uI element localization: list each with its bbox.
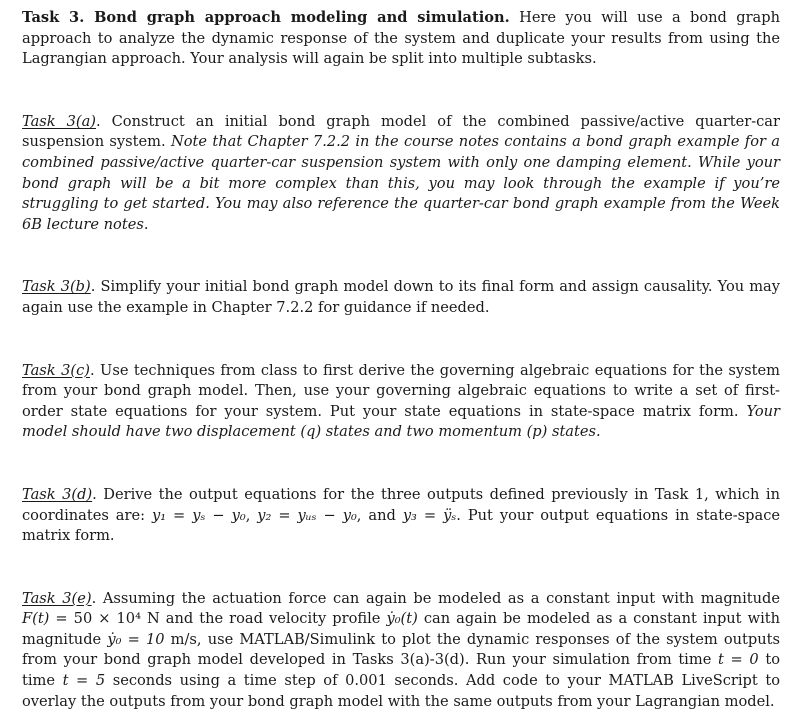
task-3e-label: Task 3(e)	[22, 589, 92, 607]
force-equation: F(t) =	[22, 610, 68, 628]
task-3a-text: . Construct an initial bond graph model of the combined passive/active quarter-car suspension system.	[22, 112, 780, 151]
task-3-intro	[22, 8, 780, 70]
task-3e-text-5: to time	[22, 651, 780, 690]
task-3e-text-4: m/s, use MATLAB/Simulink to plot the dynamic responses of the system outputs from your bond graph model developed in Tasks 3(a)-3(d). Run your simulation from time	[22, 630, 781, 669]
task-3b-paragraph	[22, 277, 780, 318]
task-3d-paragraph	[22, 485, 780, 547]
start-time-equation: t = 0	[717, 651, 759, 669]
task-3a-paragraph	[22, 112, 780, 236]
task-3b-label: Task 3(b)	[22, 278, 91, 296]
end-time-equation: t = 5	[62, 672, 106, 690]
task-3d-text-after: . Put your output equations in state-space matrix form.	[22, 506, 780, 545]
road-velocity-profile: ẏ₀(t)	[386, 610, 418, 628]
task-3d-text-before: . Derive the output equations for the three outputs defined previously in Task 1, which in coordinates are:	[22, 485, 780, 524]
task-3d-sep-2: , and	[356, 506, 403, 524]
task-3e-text-2: N and the road velocity profile	[140, 610, 387, 628]
task-3-intro-text: Here you will use a bond graph approach to analyze the dynamic response of the system and duplicate your results from using the Lagrangian approach. Your analysis will again be split into multiple subtasks.	[22, 9, 780, 68]
task-3d-label: Task 3(d)	[22, 485, 93, 503]
task-3-heading: Task 3. Bond graph approach modeling and simulation.	[22, 9, 510, 26]
task-3c-text: . Use techniques from class to first derive the governing algebraic equations for the system from your bond graph model. Then, use your governing algebraic equations to write a set of first-order state equations for your system. Put your state equations in state-space matrix form.	[22, 361, 780, 420]
task-3a-label: Task 3(a)	[22, 112, 96, 130]
task-3c-label: Task 3(c)	[22, 361, 90, 379]
task-3e-text-6: seconds using a time step of 0.001 seconds. Add code to your MATLAB LiveScript to overlay the outputs from your bond graph model with the same outputs from your Lagrangian model.	[22, 672, 780, 710]
task-3c-note: Your model should have two displacement (q) states and two momentum (p) states.	[22, 402, 780, 441]
road-velocity-value: ẏ₀ = 10	[107, 630, 165, 648]
task-3c-paragraph	[22, 361, 780, 443]
output-equation-y3: y₃ = ÿₛ	[402, 506, 457, 524]
task-3d-sep-1: ,	[245, 506, 258, 524]
task-3e-text-3: can again be modeled as a constant input with magnitude	[22, 610, 780, 648]
output-equation-y1: y₁ = yₛ − y₀	[152, 506, 246, 524]
task-3e-text-1: . Assuming the actuation force can again be modeled as a constant input with magnitude	[91, 589, 780, 607]
task-3a-note: Note that Chapter 7.2.2 in the course notes contains a bond graph example for a combined passive/active quarter-car suspension system with only one damping element. While your bond graph will be a bit more complex than this, you may look through the example if you’re struggling to get started. You may also reference the quarter-car bond graph example from the Week 6B lecture notes.	[22, 133, 780, 233]
task-3b-text: . Simplify your initial bond graph model down to its final form and assign causality. You may again use the example in Chapter 7.2.2 for guidance if needed.	[22, 278, 780, 316]
force-value: 50 × 10⁴	[67, 610, 141, 628]
task-3e-paragraph	[22, 589, 780, 713]
output-equation-y2: y₂ = yᵤₛ − y₀	[257, 506, 357, 524]
